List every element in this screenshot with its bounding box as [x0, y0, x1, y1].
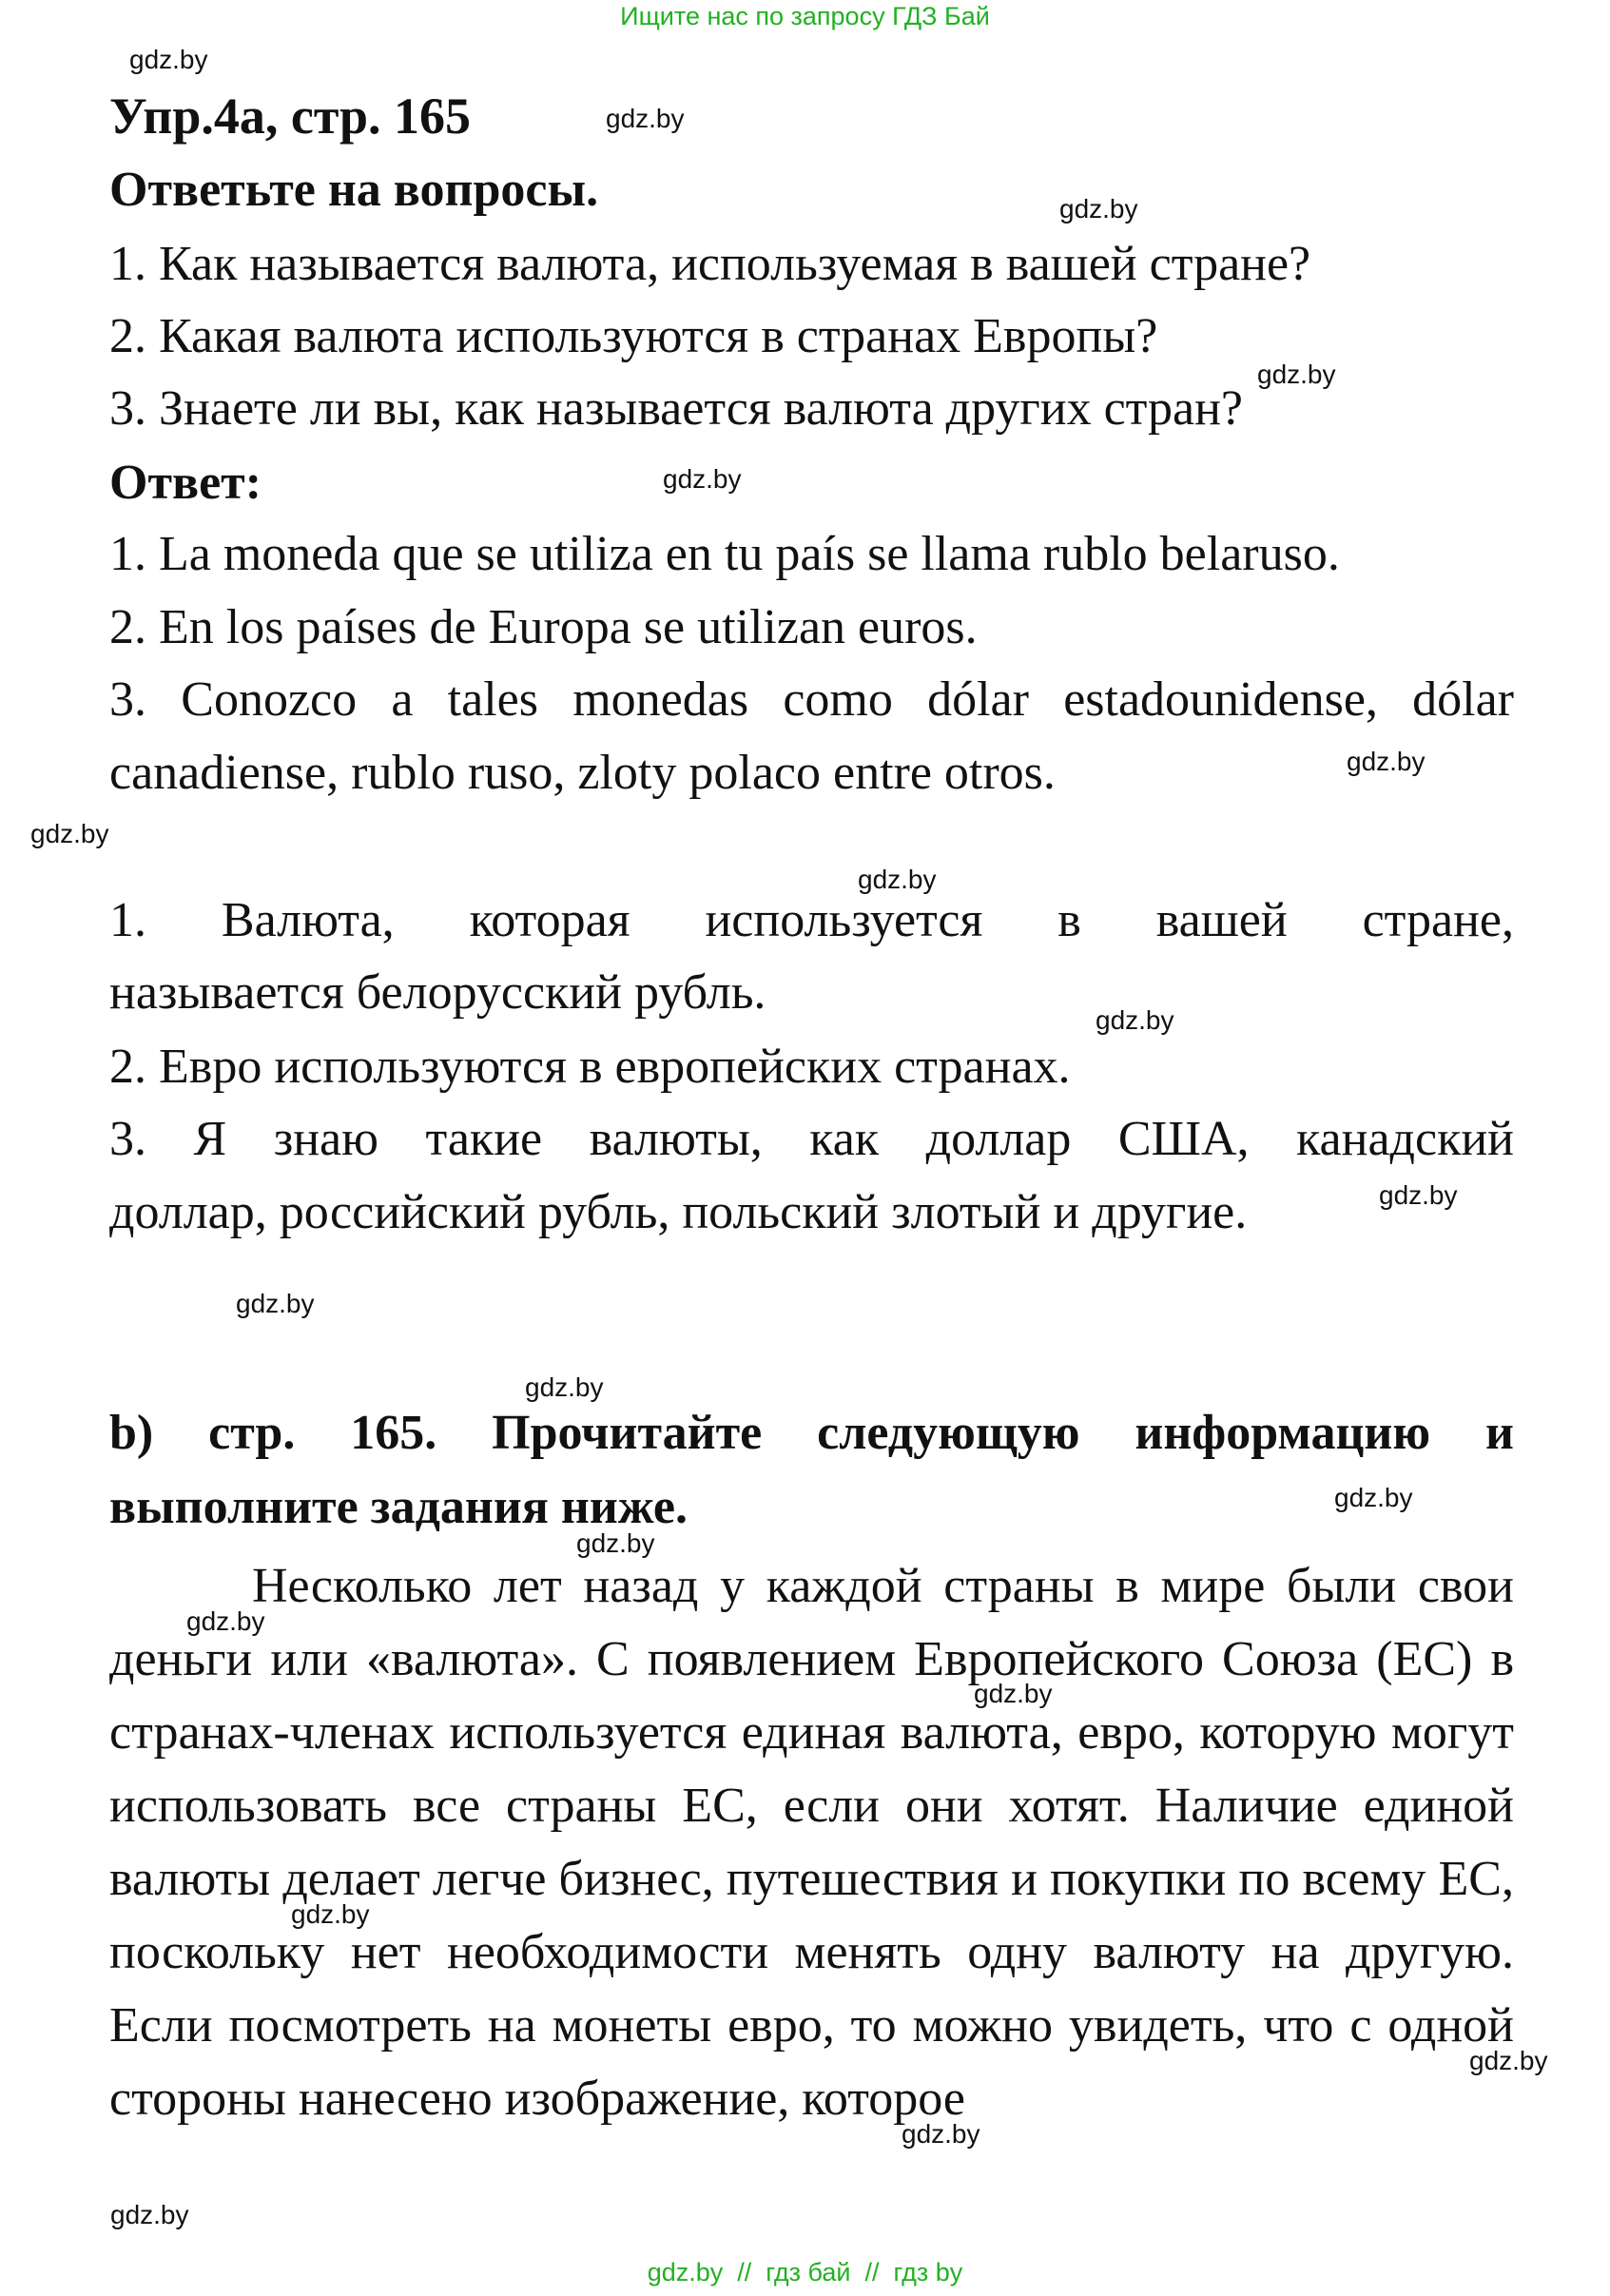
watermark: gdz.by: [1347, 747, 1426, 776]
answer-ru-2: 2. Евро используются в европейских странах.: [109, 1040, 1071, 1094]
watermark: gdz.by: [858, 865, 937, 894]
watermark: gdz.by: [129, 45, 208, 74]
watermark: gdz.by: [1059, 194, 1138, 224]
question-1: 1. Как называется валюта, используемая в вашей стране?: [109, 237, 1311, 291]
answer-ru-3: 3. Я знаю такие валюты, как доллар США, канадский: [109, 1112, 1514, 1166]
watermark: gdz.by: [902, 2119, 980, 2149]
watermark: gdz.by: [1096, 1005, 1174, 1035]
question-3: 3. Знаете ли вы, как называется валюта других стран?: [109, 381, 1244, 436]
watermark: gdz.by: [1334, 1483, 1413, 1512]
question-2: 2. Какая валюта используются в странах Европы?: [109, 309, 1158, 363]
watermark: gdz.by: [1379, 1180, 1458, 1210]
reading-text: Несколько лет назад у каждой страны в мире были свои деньги или «валюта». С появлением Европейского Союза (ЕС) в странах-членах используется единая валюта, евро, которую могут использовать все страны ЕС, если они хотят. Наличие единой валюты делает легче бизнес, путешествия и покупки по всему ЕС, поскольку нет необходимости менять одну валюту на другую. Если посмотреть на монеты евро, то можно увидеть, что с одной стороны нанесено изображение, которое: [109, 1559, 1514, 2126]
watermark: gdz.by: [1257, 360, 1336, 389]
answer-es-3-cont: canadiense, rublo ruso, zloty polaco entre otros.: [109, 746, 1056, 800]
answer-es-3: 3. Conozco a tales monedas como dólar estadounidense, dólar: [109, 672, 1514, 727]
watermark: gdz.by: [576, 1528, 655, 1558]
watermark: gdz.by: [186, 1606, 265, 1636]
footer-links: gdz.by // гдз бай // гдз by: [647, 2258, 963, 2286]
exercise-title: Упр.4а, стр. 165: [109, 88, 472, 145]
watermark: gdz.by: [663, 464, 742, 494]
top-banner: Ищите нас по запросу ГДЗ Бай: [620, 2, 990, 30]
watermark: gdz.by: [291, 1899, 370, 1929]
watermark: gdz.by: [1469, 2046, 1548, 2075]
answer-ru-1: 1. Валюта, которая используется в вашей стране,: [109, 893, 1514, 947]
answer-es-1: 1. La moneda que se utiliza en tu país se llama rublo belaruso.: [109, 527, 1340, 581]
answer-ru-1-cont: называется белорусский рубль.: [109, 965, 766, 1020]
answer-ru-3-cont: доллар, российский рубль, польский злотый и другие.: [109, 1185, 1248, 1239]
watermark: gdz.by: [30, 819, 109, 848]
part-b-heading: b) стр. 165. Прочитайте следующую информацию и: [109, 1406, 1514, 1460]
task-heading: Ответьте на вопросы.: [109, 163, 599, 217]
answer-es-2: 2. En los países de Europa se utilizan euros.: [109, 600, 978, 654]
watermark: gdz.by: [525, 1372, 604, 1402]
answer-heading: Ответ:: [109, 456, 262, 510]
part-b-heading-cont: выполните задания ниже.: [109, 1480, 688, 1534]
watermark: gdz.by: [110, 2200, 189, 2229]
watermark: gdz.by: [606, 104, 685, 133]
watermark: gdz.by: [974, 1679, 1053, 1708]
watermark: gdz.by: [236, 1289, 315, 1318]
